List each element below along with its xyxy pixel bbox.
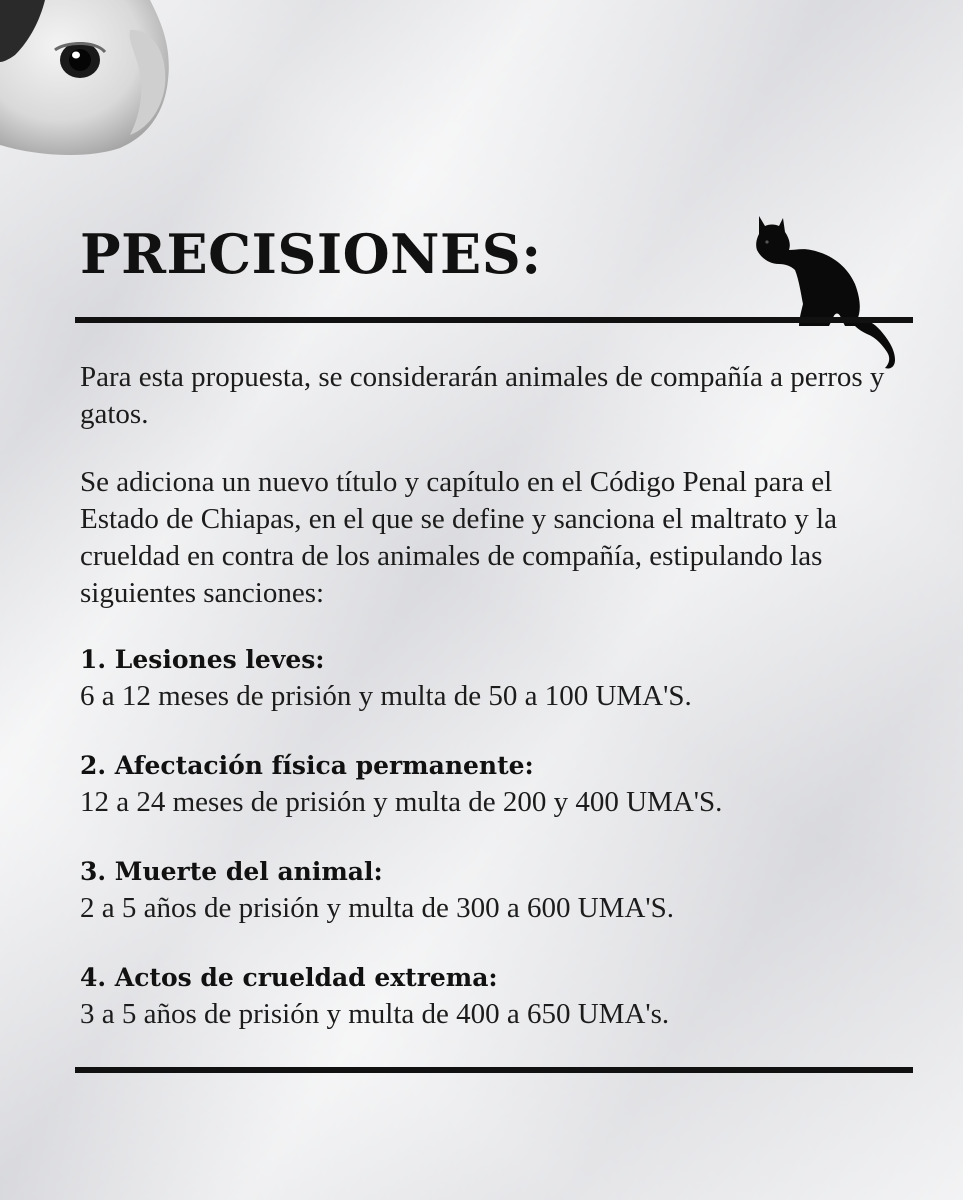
sanction-heading: 3. Muerte del animal: bbox=[80, 857, 383, 886]
sanction-penalty: 2 a 5 años de prisión y multa de 300 a 600 UMA'S. bbox=[80, 892, 675, 924]
sanction-item bbox=[80, 854, 910, 926]
bottom-divider bbox=[75, 1067, 913, 1073]
sanction-heading: 4. Actos de crueldad extrema: bbox=[80, 963, 498, 992]
sanction-penalty: 12 a 24 meses de prisión y multa de 200 y 400 UMA'S. bbox=[80, 786, 723, 818]
sanction-heading: 2. Afectación física permanente: bbox=[80, 751, 534, 780]
sitting-cat-silhouette-icon bbox=[745, 208, 905, 370]
sanction-penalty: 3 a 5 años de prisión y multa de 400 a 650 UMA's. bbox=[80, 998, 670, 1030]
top-divider bbox=[75, 317, 913, 323]
dog-face-icon bbox=[0, 0, 175, 160]
sanction-item bbox=[80, 960, 910, 1032]
sanction-heading: 1. Lesiones leves: bbox=[80, 645, 325, 674]
sanction-item bbox=[80, 642, 910, 714]
page-title: PRECISIONES: bbox=[80, 222, 542, 286]
sanction-item bbox=[80, 748, 910, 820]
description-paragraph: Se adiciona un nuevo título y capítulo en el Código Penal para el Estado de Chiapas, en el que se define y sanciona el maltrato y la crueldad en contra de los animales de compañía, estipulando las siguientes sanciones: bbox=[80, 466, 837, 609]
intro-paragraph: Para esta propuesta, se considerarán animales de compañía a perros y gatos. bbox=[80, 361, 885, 430]
sanction-penalty: 6 a 12 meses de prisión y multa de 50 a 100 UMA'S. bbox=[80, 680, 692, 712]
